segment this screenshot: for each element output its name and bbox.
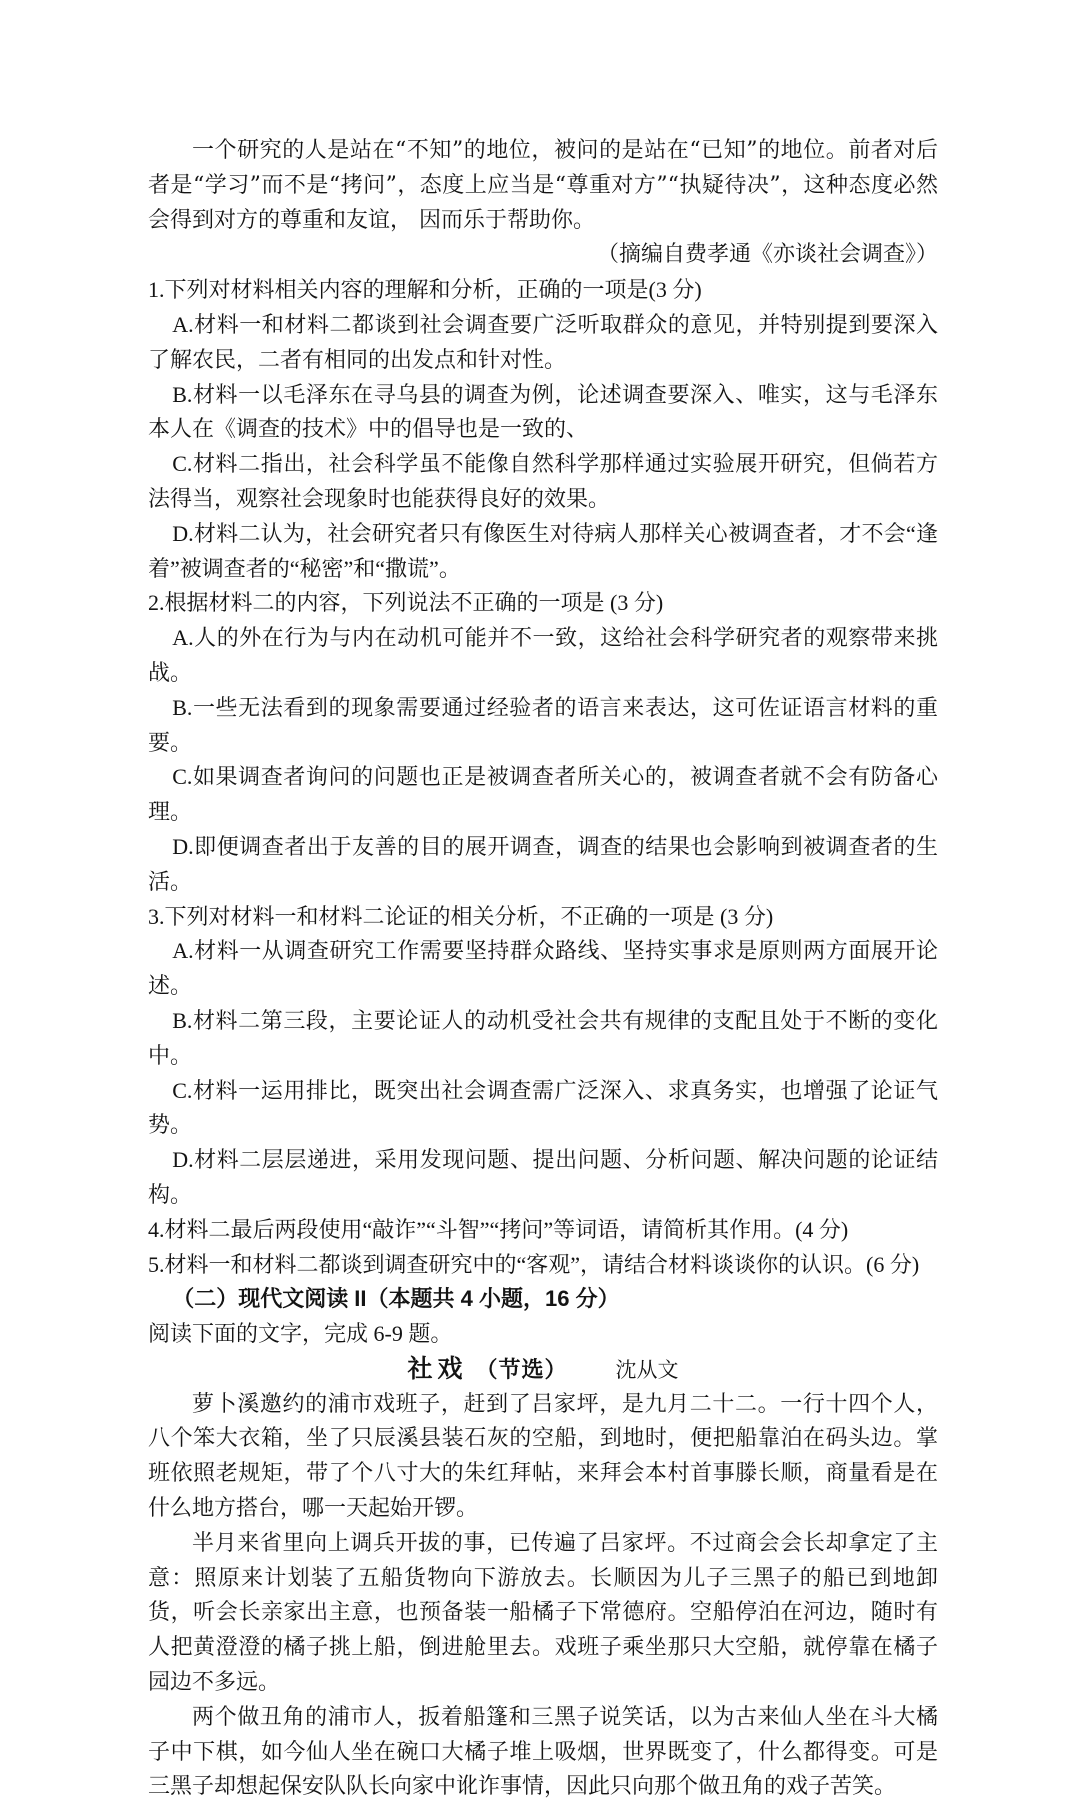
source-attribution: （摘编自费孝通《亦谈社会调查》） bbox=[596, 242, 938, 268]
question-1-option-b: B.材料一以毛泽东在寻乌县的调查为例，论述调查要深入、唯实，这与毛泽东本人在《调查的技术》中的倡导也是一致的、 bbox=[148, 381, 938, 442]
question-2-option-a: A.人的外在行为与内在动机可能并不一致，这给社会科学研究者的观察带来挑战。 bbox=[148, 625, 938, 685]
reading-instruction: 阅读下面的文字，完成 6-9 题。 bbox=[148, 1321, 453, 1347]
section-heading: （二）现代文阅读 II（本题共 4 小题，16 分） bbox=[172, 1286, 620, 1312]
question-4: 4.材料二最后两段使用“敲诈”“斗智”“拷问”等词语，请简析其作用。(4 分) bbox=[148, 1216, 849, 1242]
question-5: 5.材料一和材料二都谈到调查研究中的“客观”，请结合材料谈谈你的认识。(6 分) bbox=[148, 1251, 920, 1277]
question-3-option-b: B.材料二第三段，主要论证人的动机受社会共有规律的支配且处于不断的变化中。 bbox=[148, 1007, 938, 1068]
question-2-option-c: C.如果调查者询问的问题也正是被调查者所关心的，被调查者就不会有防备心理。 bbox=[148, 764, 938, 825]
question-2-option-d: D.即便调查者出于友善的目的展开调查，调查的结果也会影响到被调查者的生活。 bbox=[148, 833, 938, 894]
question-3-option-c: C.材料一运用排比，既突出社会调查需广泛深入、求真务实，也增强了论证气势。 bbox=[148, 1077, 938, 1138]
passage-title-line bbox=[148, 1352, 938, 1388]
question-3-option-d: D.材料二层层递进，采用发现问题、提出问题、分析问题、解决问题的论证结构。 bbox=[148, 1147, 938, 1207]
document-body bbox=[148, 134, 938, 1805]
question-1-option-c: C.材料二指出，社会科学虽不能像自然科学那样通过实验展开研究，但倘若方法得当，观察社会现象时也能获得良好的效果。 bbox=[148, 451, 938, 511]
question-3: 3.下列对材料一和材料二论证的相关分析，不正确的一项是 (3 分) bbox=[148, 903, 774, 929]
passage-title: 社戏 bbox=[407, 1354, 468, 1383]
passage-title-note: （节选） bbox=[475, 1356, 568, 1382]
question-2: 2.根据材料二的内容，下列说法不正确的一项是 (3 分) bbox=[148, 590, 664, 616]
question-1-option-d: D.材料二认为，社会研究者只有像医生对待病人那样关心被调查者，才不会“逢着”被调查者的“秘密”和“撒谎”。 bbox=[148, 520, 938, 581]
question-2-option-b: B.一些无法看到的现象需要通过经验者的语言来表达，这可佐证语言材料的重要。 bbox=[148, 694, 938, 755]
passage-paragraph-3: 两个做丑角的浦市人，扳着船篷和三黑子说笑话，以为古来仙人坐在斗大橘子中下棋，如今仙人坐在碗口大橘子堆上吸烟，世界既变了，什么都得变。可是三黑子却想起保安队队长向家中讹诈事情，因此只向那个做丑角的戏子苦笑。 bbox=[148, 1704, 938, 1800]
question-3-option-a: A.材料一从调查研究工作需要坚持群众路线、坚持实事求是原则两方面展开论述。 bbox=[148, 938, 938, 999]
passage-paragraph-1: 萝卜溪邀约的浦市戏班子，赶到了吕家坪，是九月二十二。一行十四个人，八个笨大衣箱，坐了只辰溪县装石灰的空船，到地时，便把船靠泊在码头边。掌班依照老规矩，带了个八寸大的朱红拜帖，来拜会本村首事滕长顺，商量看是在什么地方搭台，哪一天起始开锣。 bbox=[148, 1391, 938, 1522]
passage-paragraph-2: 半月来省里向上调兵开拔的事，已传遍了吕家坪。不过商会会长却拿定了主意：照原来计划装了五船货物向下游放去。长顺因为儿子三黑子的船已到地卸货，听会长亲家出主意，也预备装一船橘子下常德府。空船停泊在河边，随时有人把黄澄澄的橘子挑上船，倒进舱里去。戏班子乘坐那只大空船，就停靠在橘子园边不多远。 bbox=[148, 1530, 938, 1696]
intro-paragraph: 一个研究的人是站在“不知”的地位，被问的是站在“已知”的地位。前者对后者是“学习”而不是“拷问”，态度上应当是“尊重对方”“执疑待决”，这种态度必然会得到对方的尊重和友谊， 因而乐于帮助你。 bbox=[148, 138, 938, 233]
passage-author: 沈从文 bbox=[615, 1357, 679, 1382]
question-1: 1.下列对材料相关内容的理解和分析，正确的一项是(3 分) bbox=[148, 277, 702, 303]
question-1-option-a: A.材料一和材料二都谈到社会调查要广泛听取群众的意见，并特别提到要深入了解农民，二者有相同的出发点和针对性。 bbox=[148, 311, 938, 372]
